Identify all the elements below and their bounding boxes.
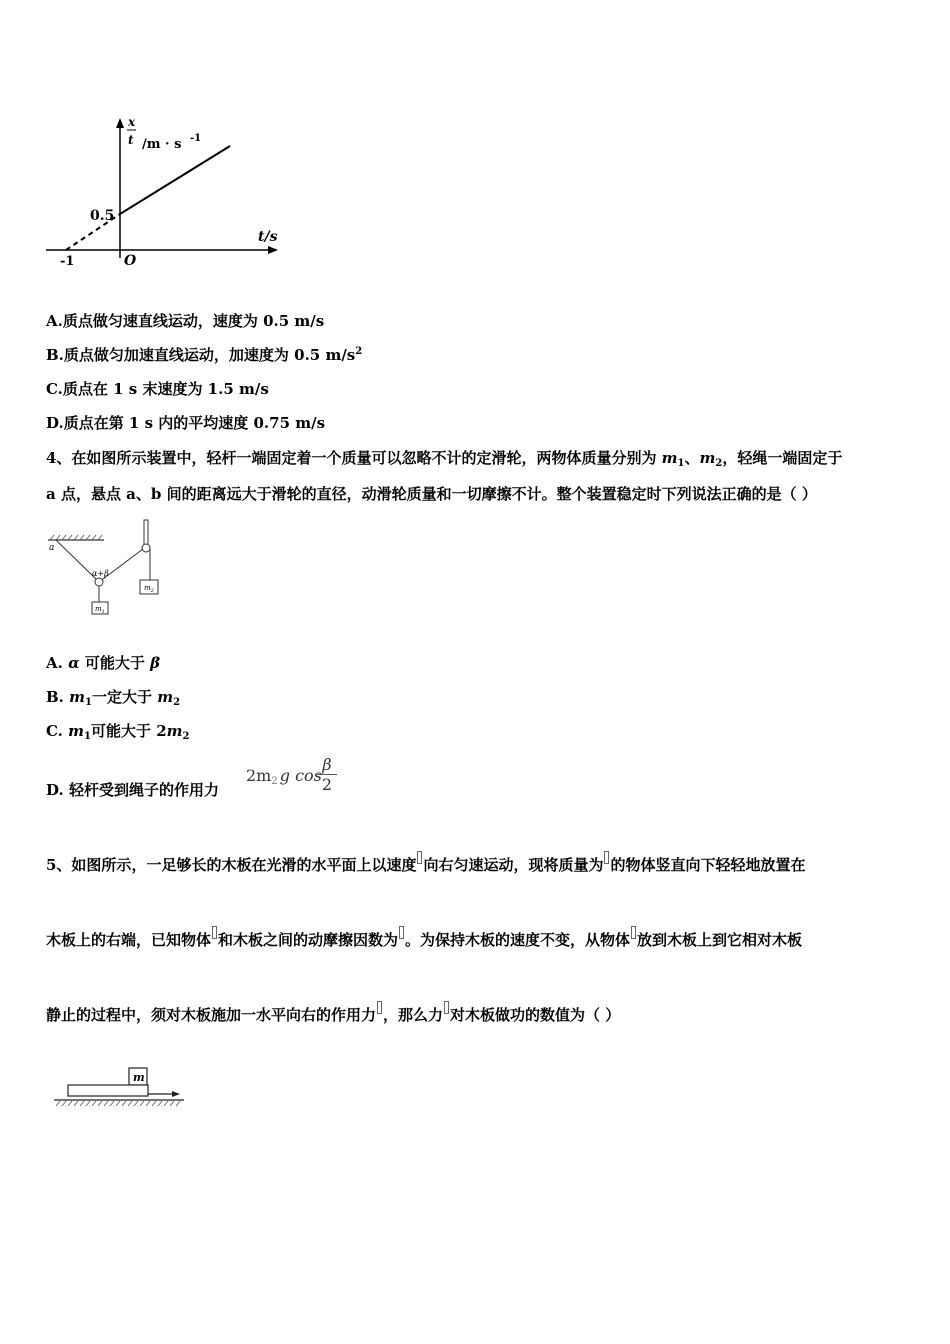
board-block-figure <box>50 1064 190 1112</box>
block-m-label: m <box>133 1071 145 1084</box>
missing-symbol-v <box>417 851 422 864</box>
q3-option-a: A.质点做匀速直线运动，速度为 0.5 m/s <box>46 312 325 330</box>
q3-option-d: D.质点在第 1 s 内的平均速度 0.75 m/s <box>46 414 326 432</box>
origin-label: O <box>124 253 137 269</box>
y-label-denominator: t <box>128 133 134 147</box>
missing-symbol-f <box>377 1001 382 1014</box>
x-axis-arrow <box>268 246 278 254</box>
missing-symbol-mu <box>399 926 404 939</box>
missing-symbol-m2 <box>212 926 217 939</box>
q5-stem-line1: 5、如图所示，一足够长的木板在光滑的水平面上以速度 向右匀速运动，现将质量为 的物体竖直向下轻轻地放置在 <box>46 851 805 875</box>
q4-option-b: B. $m_1$一定大于 $m_2$ <box>46 688 181 708</box>
point-a-label: a <box>49 543 55 553</box>
q5-stem-line3: 静止的过程中，须对木板施加一水平向右的作用力 ，那么力 对木板做功的数值为（ ） <box>46 1001 620 1025</box>
q5-stem-line2: 木板上的右端，已知物体 和木板之间的动摩擦因数为 。为保持木板的速度不变，从物体 放到木板上到它相对木板 <box>46 926 802 950</box>
q4-option-d-fraction: $\frac{\beta}{2}$ <box>317 756 337 795</box>
q4-option-c: C. $m_1$可能大于 $2m_2$ <box>46 722 190 742</box>
missing-symbol-f2 <box>444 1001 449 1014</box>
fixed-pulley <box>142 544 150 552</box>
q3-option-c: C.质点在 1 s 末速度为 1.5 m/s <box>46 380 269 398</box>
q4-option-d: D. 轻杆受到绳子的作用力 <box>46 781 219 799</box>
y-unit: /m · s <box>142 137 182 152</box>
x-label: t/s <box>258 229 278 245</box>
wooden-board <box>68 1085 148 1096</box>
svg-text:m1: $m_1$ <box>95 605 105 615</box>
y-unit-exponent: -1 <box>190 133 202 144</box>
q4-stem-line2: a 点，悬点 a、b 间的距离远大于滑轮的直径，动滑轮质量和一切摩擦不计。整个装置稳定时下列说法正确的是（ ） <box>46 485 817 503</box>
moving-pulley <box>95 578 103 586</box>
y-label-numerator: x <box>128 115 136 129</box>
angle-label: α+β <box>92 569 109 578</box>
graph-line <box>120 146 230 214</box>
q4-option-d-formula: $2m_2$ g cos <box>246 766 322 787</box>
missing-symbol-m3 <box>631 926 636 939</box>
missing-symbol-m <box>604 851 609 864</box>
pulley-figure <box>44 516 174 620</box>
q3-option-b: B.质点做匀加速直线运动，加速度为 0.5 $m/s^2$ <box>46 346 363 364</box>
intercept-label: 0.5 <box>90 208 115 224</box>
q4-option-a: A. α 可能大于 β <box>46 654 161 672</box>
y-axis-arrow <box>116 118 124 128</box>
velocity-time-graph <box>40 110 290 275</box>
svg-text:m2: $m_2$ <box>144 584 154 594</box>
tick-neg-one: -1 <box>60 254 75 269</box>
q4-stem-line1: 4、在如图所示装置中，轻杆一端固定着一个质量可以忽略不计的定滑轮，两物体质量分别为 $m_1$、$m_2$，轻绳一端固定于 <box>46 449 843 469</box>
